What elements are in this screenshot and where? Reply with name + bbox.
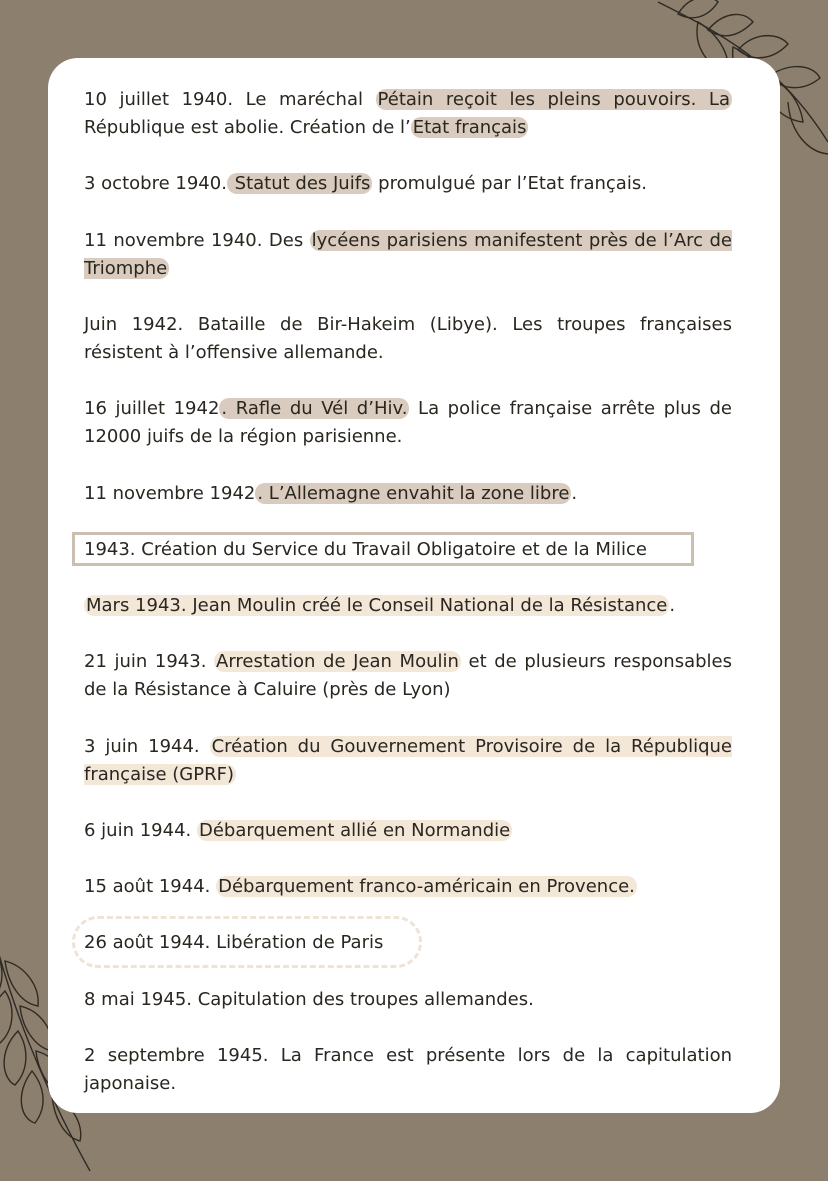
entry-date-text: 11 novembre 1940. Des <box>84 230 310 251</box>
timeline-entry <box>84 986 732 1014</box>
entry-text: et de plusieurs responsables de la Résistance à Caluire (près de Lyon) <box>84 651 732 700</box>
entry-text: Juin 1942. Bataille de Bir-Hakeim (Libye). Les troupes françaises résistent à l’offensive allemande. <box>84 314 732 363</box>
entry-text: 1943. Création du Service du Travail Obligatoire et de la Milice <box>84 539 647 560</box>
highlighted-text: Mars 1943. Jean Moulin créé le Conseil National de la Résistance <box>86 595 668 616</box>
entry-date-text: 11 novembre 1942 <box>84 483 256 504</box>
highlighted-text: Statut des Juifs <box>228 173 371 194</box>
entry-date-text: 6 juin 1944. <box>84 820 197 841</box>
entry-text: . <box>669 595 676 616</box>
entry-date-text: 3 octobre 1940. <box>84 173 227 194</box>
highlighted-text: Pétain reçoit les pleins pouvoirs. La <box>377 89 730 110</box>
entry-date-text: 15 août 1944. <box>84 876 217 897</box>
highlighted-text: . L’Allemagne envahit la zone libre <box>257 483 570 504</box>
timeline-entry <box>84 873 732 901</box>
entry-date-text: 16 juillet 1942 <box>84 398 220 419</box>
entry-text: République est abolie. Création de l’ <box>84 117 411 138</box>
entry-text: 8 mai 1945. Capitulation des troupes allemandes. <box>84 989 534 1010</box>
highlighted-text: lycéens parisiens manifestent près de l’Arc de Triomphe <box>84 230 732 279</box>
timeline-entry <box>84 592 732 620</box>
entry-text: . <box>571 483 578 504</box>
highlighted-text: Débarquement franco-américain en Provence. <box>218 876 635 897</box>
entry-text: promulgué par l’Etat français. <box>372 173 647 194</box>
entry-text: 2 septembre 1945. La France est présente lors de la capitulation japonaise. <box>84 1045 732 1094</box>
timeline-entry <box>84 733 732 789</box>
timeline-entry <box>84 817 732 845</box>
timeline-entry <box>84 395 732 451</box>
entry-date-text: 3 juin 1944. <box>84 736 210 757</box>
highlighted-text: Débarquement allié en Normandie <box>198 820 511 841</box>
highlighted-text: Création du Gouvernement Provisoire de la République française (GPRF) <box>84 736 732 785</box>
entry-date-text: 10 juillet 1940. Le maréchal <box>84 89 376 110</box>
timeline-entry <box>84 227 732 283</box>
timeline-entry <box>84 311 732 367</box>
timeline-entry <box>84 480 732 508</box>
entry-text: 26 août 1944. Libération de Paris <box>84 932 384 953</box>
timeline-entry <box>84 536 732 564</box>
timeline-entry <box>84 648 732 704</box>
timeline-entry <box>84 929 732 957</box>
entry-text: La police française arrête plus de 12000 juifs de la région parisienne. <box>84 398 732 447</box>
entry-date-text: 21 juin 1943. <box>84 651 215 672</box>
timeline-entry <box>84 1042 732 1098</box>
highlighted-text: Arrestation de Jean Moulin <box>216 651 459 672</box>
timeline-entry <box>84 170 732 198</box>
highlighted-text: . Rafle du Vél d’Hiv. <box>221 398 408 419</box>
timeline-entry <box>84 86 732 142</box>
highlighted-text: Etat français <box>412 117 527 138</box>
